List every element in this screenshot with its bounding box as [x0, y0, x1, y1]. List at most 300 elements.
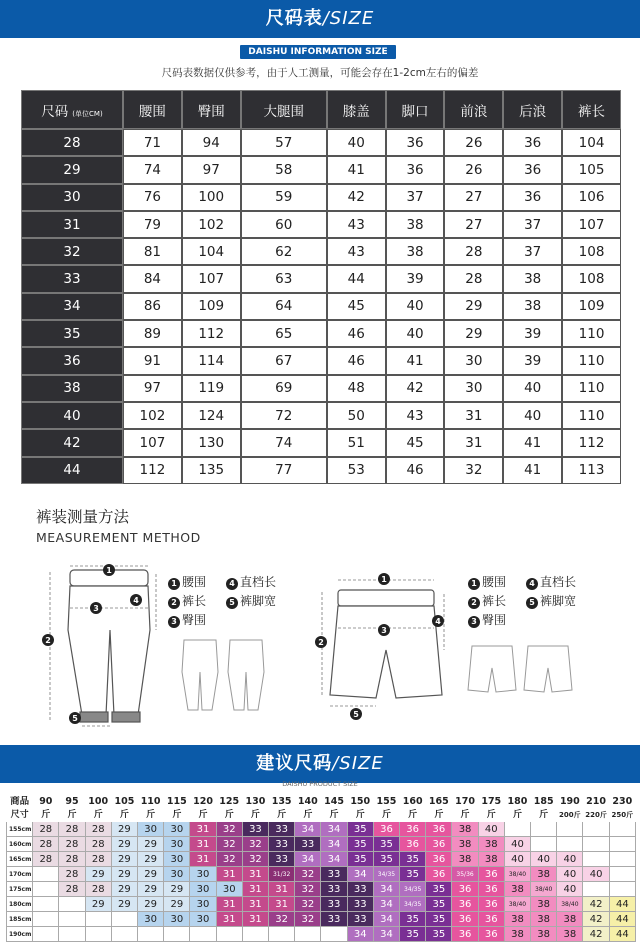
size-suggestion-cell: 31 — [269, 882, 295, 897]
size-suggestion-cell — [609, 867, 635, 882]
shorts-marker-4-label: 4 — [435, 617, 441, 626]
table-row — [21, 129, 621, 156]
measure-cell: 124 — [182, 402, 241, 429]
size-suggestion-cell: 35 — [400, 867, 426, 882]
banner-title-en: /SIZE — [322, 8, 375, 29]
size-suggestion-cell: 32 — [295, 912, 321, 927]
size-suggestion-cell: 40 — [504, 837, 530, 852]
legend-number: 4 — [526, 578, 538, 590]
size-suggestion-cell: 34 — [373, 927, 399, 942]
size-suggestion-cell: 29 — [138, 852, 164, 867]
measure-cell: 119 — [182, 375, 241, 402]
measure-cell: 39 — [386, 265, 445, 292]
measure-cell: 130 — [182, 429, 241, 456]
size-suggestion-cell — [295, 927, 321, 942]
measure-cell: 107 — [562, 211, 621, 238]
size-suggestion-cell: 35 — [400, 912, 426, 927]
measure-cell: 45 — [327, 293, 386, 320]
legend-label: 裤脚宽 — [540, 594, 577, 608]
size-suggestion-cell — [321, 927, 347, 942]
size-suggestion-cell — [190, 927, 216, 942]
size-suggestion-cell: 32 — [216, 852, 242, 867]
size-suggestion-cell: 31 — [242, 882, 268, 897]
marker-3-label: 3 — [93, 604, 99, 613]
long-trousers-diagram — [30, 560, 160, 730]
weight-unit: 斤 — [478, 809, 504, 822]
size-suggestion-cell: 31 — [216, 912, 242, 927]
weight-header: 125 — [216, 796, 242, 809]
size-suggestion-cell: 29 — [111, 822, 137, 837]
legend-long-trousers — [168, 573, 284, 630]
size-suggestion-cell — [85, 912, 111, 927]
size-suggestion-cell: 31 — [242, 912, 268, 927]
size-suggestion-cell: 33 — [295, 837, 321, 852]
measure-cell: 46 — [386, 457, 445, 484]
size-suggestion-cell — [583, 852, 609, 867]
size-suggestion-cell — [583, 837, 609, 852]
size-suggestion-cell — [138, 927, 164, 942]
weight-header: 130 — [242, 796, 268, 809]
size-suggestion-cell: 38 — [452, 852, 478, 867]
size-suggestion-cell — [33, 867, 59, 882]
size-suggestion-cell: 31 — [242, 897, 268, 912]
header-col: 大腿围 — [241, 90, 327, 129]
size-suggestion-cell: 31 — [216, 897, 242, 912]
measure-cell: 113 — [562, 457, 621, 484]
size-suggestion-cell: 31/32 — [269, 867, 295, 882]
size-suggestion-cell: 32 — [295, 897, 321, 912]
size-suggestion-cell: 36 — [452, 882, 478, 897]
measure-cell: 135 — [182, 457, 241, 484]
measure-cell: 36 — [503, 184, 562, 211]
shorts-marker-3-label: 3 — [381, 626, 387, 635]
weight-unit: 250斤 — [609, 809, 635, 822]
size-cell: 33 — [21, 265, 123, 292]
measure-cell: 107 — [123, 429, 182, 456]
shorts-waistband-shape — [338, 590, 434, 606]
size-suggestion-cell: 35 — [347, 822, 373, 837]
measure-cell: 60 — [241, 211, 327, 238]
size-suggestion-cell: 30 — [190, 882, 216, 897]
legend-item — [226, 573, 284, 592]
legend-item — [468, 611, 526, 630]
measure-cell: 71 — [123, 129, 182, 156]
measure-cell: 91 — [123, 347, 182, 374]
marker-2-label: 2 — [45, 636, 51, 645]
size-suggestion-cell: 28 — [59, 837, 85, 852]
legend-label: 腰围 — [482, 575, 507, 589]
recommend-banner — [0, 745, 640, 783]
height-label: 170cm — [7, 867, 33, 882]
measure-cell: 97 — [182, 156, 241, 183]
measure-cell: 114 — [182, 347, 241, 374]
shorts-marker-1-label: 1 — [381, 575, 387, 584]
measure-cell: 108 — [562, 238, 621, 265]
size-suggestion-cell — [609, 882, 635, 897]
height-label: 160cm — [7, 837, 33, 852]
measure-cell: 27 — [444, 211, 503, 238]
header-col: 裤长 — [562, 90, 621, 129]
measure-cell: 104 — [562, 129, 621, 156]
weight-header: 135 — [269, 796, 295, 809]
measure-cell: 102 — [182, 211, 241, 238]
header-size — [21, 90, 123, 129]
size-cell: 40 — [21, 402, 123, 429]
size-suggestion-cell — [216, 927, 242, 942]
table-row — [7, 897, 636, 912]
measure-cell: 110 — [562, 402, 621, 429]
size-suggestion-cell: 29 — [111, 852, 137, 867]
measure-cell: 110 — [562, 320, 621, 347]
size-suggestion-cell: 36 — [400, 822, 426, 837]
size-suggestion-cell: 31 — [242, 867, 268, 882]
table-row — [21, 156, 621, 183]
measure-cell: 77 — [241, 457, 327, 484]
shorts-marker-2-label: 2 — [318, 638, 324, 647]
size-suggestion-cell: 35 — [426, 927, 452, 942]
size-suggestion-cell: 38 — [504, 882, 530, 897]
weight-unit: 200斤 — [557, 809, 583, 822]
size-suggestion-cell — [531, 837, 557, 852]
size-suggestion-cell: 35/36 — [452, 867, 478, 882]
measure-cell: 76 — [123, 184, 182, 211]
table-row — [21, 429, 621, 456]
measure-cell: 36 — [503, 129, 562, 156]
weight-unit: 斤 — [85, 809, 111, 822]
size-suggestion-cell: 30 — [138, 822, 164, 837]
size-cell: 36 — [21, 347, 123, 374]
measure-cell: 81 — [123, 238, 182, 265]
size-suggestion-cell: 34 — [321, 852, 347, 867]
weight-header: 170 — [452, 796, 478, 809]
measure-cell: 40 — [386, 320, 445, 347]
header-col: 膝盖 — [327, 90, 386, 129]
size-suggestion-cell: 35 — [426, 912, 452, 927]
legend-label: 臀围 — [482, 613, 507, 627]
marker-5-label: 5 — [72, 714, 78, 723]
header-col: 臀围 — [182, 90, 241, 129]
size-suggestion-cell: 33 — [347, 882, 373, 897]
legend-number: 1 — [468, 578, 480, 590]
table-row — [21, 265, 621, 292]
size-suggestion-cell: 30 — [138, 912, 164, 927]
size-suggestion-cell: 28 — [85, 882, 111, 897]
measure-cell: 37 — [386, 184, 445, 211]
size-suggestion-cell: 38/40 — [504, 897, 530, 912]
legend-item — [526, 592, 584, 611]
size-suggestion-cell: 40 — [504, 852, 530, 867]
size-suggestion-cell: 31 — [269, 897, 295, 912]
legend-label: 直档长 — [540, 575, 577, 589]
size-suggestion-cell: 36 — [478, 927, 504, 942]
height-label: 190cm — [7, 927, 33, 942]
measure-cell: 64 — [241, 293, 327, 320]
measure-cell: 41 — [327, 156, 386, 183]
size-suggestion-cell: 36 — [373, 822, 399, 837]
measure-cell: 43 — [327, 238, 386, 265]
measure-cell: 43 — [327, 211, 386, 238]
measure-cell: 97 — [123, 375, 182, 402]
measure-cell: 110 — [562, 375, 621, 402]
weight-header: 230 — [609, 796, 635, 809]
size-suggestion-cell: 28 — [33, 837, 59, 852]
measure-cell: 40 — [327, 129, 386, 156]
measure-cell: 28 — [444, 238, 503, 265]
measure-cell: 94 — [182, 129, 241, 156]
size-suggestion-cell: 38 — [504, 927, 530, 942]
table-row — [21, 375, 621, 402]
legend-number: 4 — [226, 578, 238, 590]
size-cell: 32 — [21, 238, 123, 265]
weight-header: 115 — [164, 796, 190, 809]
size-suggestion-cell: 29 — [111, 867, 137, 882]
size-suggestion-cell: 38 — [478, 837, 504, 852]
legend-number: 3 — [168, 616, 180, 628]
weight-unit: 斤 — [321, 809, 347, 822]
size-suggestion-cell: 42 — [583, 927, 609, 942]
measure-cell: 36 — [503, 156, 562, 183]
size-suggestion-cell: 29 — [85, 897, 111, 912]
size-suggestion-cell: 36 — [400, 837, 426, 852]
size-suggestion-cell: 30 — [190, 897, 216, 912]
weight-header: 140 — [295, 796, 321, 809]
measure-cell: 84 — [123, 265, 182, 292]
size-suggestion-cell: 34/35 — [400, 882, 426, 897]
measure-cell: 74 — [241, 429, 327, 456]
size-suggestion-cell: 28 — [59, 852, 85, 867]
measure-cell: 63 — [241, 265, 327, 292]
marker-1-label: 1 — [106, 566, 112, 575]
table-row — [21, 347, 621, 374]
weight-header: 180 — [504, 796, 530, 809]
size-cell: 35 — [21, 320, 123, 347]
measure-cell: 100 — [182, 184, 241, 211]
table-row — [21, 211, 621, 238]
size-suggestion-cell: 29 — [111, 897, 137, 912]
size-suggestion-cell — [609, 852, 635, 867]
size-cell: 44 — [21, 457, 123, 484]
weight-unit: 斤 — [400, 809, 426, 822]
measure-cell: 65 — [241, 320, 327, 347]
measure-cell: 79 — [123, 211, 182, 238]
size-suggestion-cell: 38 — [452, 837, 478, 852]
size-suggestion-cell: 34 — [321, 837, 347, 852]
legend-shorts — [468, 573, 584, 630]
measure-cell: 53 — [327, 457, 386, 484]
size-suggestion-cell: 33 — [242, 822, 268, 837]
measure-cell: 30 — [444, 347, 503, 374]
header-size-label: 尺码 — [41, 103, 69, 120]
size-suggestion-cell: 29 — [111, 837, 137, 852]
legend-number: 3 — [468, 616, 480, 628]
size-suggestion-cell: 28 — [85, 837, 111, 852]
weight-header: 95 — [59, 796, 85, 809]
measure-cell: 50 — [327, 402, 386, 429]
size-suggestion-cell: 29 — [138, 882, 164, 897]
size-suggestion-cell: 30 — [164, 912, 190, 927]
measure-cell: 38 — [386, 238, 445, 265]
measure-cell: 104 — [182, 238, 241, 265]
measure-cell: 44 — [327, 265, 386, 292]
measurement-subtitle: MEASUREMENT METHOD — [36, 530, 201, 545]
weight-unit: 斤 — [164, 809, 190, 822]
measure-cell: 112 — [562, 429, 621, 456]
weight-unit: 斤 — [138, 809, 164, 822]
weight-unit: 斤 — [531, 809, 557, 822]
size-suggestion-cell: 40 — [557, 882, 583, 897]
size-suggestion-cell: 36 — [426, 852, 452, 867]
legend-item — [168, 592, 226, 611]
measure-cell: 86 — [123, 293, 182, 320]
measure-cell: 46 — [327, 347, 386, 374]
size-table-header — [21, 90, 621, 129]
size-suggestion-cell: 28 — [59, 822, 85, 837]
size-suggestion-cell: 29 — [164, 897, 190, 912]
size-table — [21, 90, 621, 484]
weight-unit: 斤 — [426, 809, 452, 822]
size-suggestion-cell: 32 — [242, 852, 268, 867]
measurement-title: 裤装测量方法 — [36, 508, 130, 526]
size-suggestion-cell: 35 — [426, 897, 452, 912]
measure-cell: 40 — [386, 293, 445, 320]
size-suggestion-cell: 36 — [452, 897, 478, 912]
size-suggestion-cell — [583, 822, 609, 837]
size-suggestion-cell: 33 — [321, 867, 347, 882]
size-suggestion-cell: 28 — [85, 822, 111, 837]
recommend-subcaption: DAISHU PRODUCT SIZE — [282, 780, 358, 788]
size-suggestion-cell — [531, 822, 557, 837]
legend-item — [526, 573, 584, 592]
size-cell: 30 — [21, 184, 123, 211]
size-suggestion-cell: 32 — [295, 882, 321, 897]
size-suggestion-cell: 30 — [190, 912, 216, 927]
size-suggestion-cell — [164, 927, 190, 942]
size-suggestion-cell: 40 — [478, 822, 504, 837]
size-suggestion-cell: 40 — [583, 867, 609, 882]
measure-cell: 48 — [327, 375, 386, 402]
measure-cell: 41 — [503, 429, 562, 456]
size-suggestion-cell: 34 — [373, 912, 399, 927]
size-suggestion-cell — [85, 927, 111, 942]
measure-cell: 27 — [444, 184, 503, 211]
weight-header: 110 — [138, 796, 164, 809]
size-suggestion-cell: 35 — [347, 837, 373, 852]
measure-cell: 38 — [386, 211, 445, 238]
size-suggestion-cell: 36 — [452, 927, 478, 942]
size-suggestion-cell: 30 — [190, 867, 216, 882]
measure-cell: 37 — [503, 238, 562, 265]
measure-cell: 31 — [444, 429, 503, 456]
size-suggestion-cell: 28 — [33, 852, 59, 867]
header-unit-label: (单位CM) — [72, 109, 103, 118]
size-suggestion-cell — [583, 882, 609, 897]
measure-cell: 46 — [327, 320, 386, 347]
size-suggestion-cell: 33 — [321, 882, 347, 897]
legend-label: 裤脚宽 — [240, 594, 277, 608]
size-suggestion-cell: 28 — [33, 822, 59, 837]
weight-unit: 220斤 — [583, 809, 609, 822]
legend-item — [168, 611, 226, 630]
recommend-title-cn: 建议尺码 — [256, 753, 333, 774]
size-suggestion-cell: 33 — [347, 912, 373, 927]
corner-bottom: 尺寸 — [7, 809, 33, 822]
weight-unit: 斤 — [295, 809, 321, 822]
measure-cell: 38 — [503, 265, 562, 292]
size-suggestion-cell: 30 — [164, 852, 190, 867]
size-suggestion-cell: 40 — [557, 852, 583, 867]
size-suggestion-cell: 31 — [216, 867, 242, 882]
recommend-title-en: /SIZE — [332, 753, 384, 774]
measure-cell: 67 — [241, 347, 327, 374]
measure-cell: 29 — [444, 320, 503, 347]
measure-cell: 51 — [327, 429, 386, 456]
size-suggestion-cell: 33 — [269, 837, 295, 852]
info-pill: DAISHU INFORMATION SIZE — [240, 45, 396, 59]
weight-unit: 斤 — [452, 809, 478, 822]
marker-4-label: 4 — [133, 596, 139, 605]
size-suggestion-cell — [609, 837, 635, 852]
table-row — [7, 882, 636, 897]
measure-cell: 112 — [182, 320, 241, 347]
table-row — [21, 402, 621, 429]
measure-cell: 108 — [562, 265, 621, 292]
size-cell: 38 — [21, 375, 123, 402]
measure-cell: 28 — [444, 265, 503, 292]
measure-cell: 89 — [123, 320, 182, 347]
measure-cell: 58 — [241, 156, 327, 183]
table-row — [7, 852, 636, 867]
shorts-marker-5-label: 5 — [353, 710, 359, 719]
height-label: 180cm — [7, 897, 33, 912]
weight-header: 185 — [531, 796, 557, 809]
size-suggestion-cell — [269, 927, 295, 942]
size-suggestion-cell: 30 — [164, 867, 190, 882]
size-suggestion-cell — [111, 912, 137, 927]
size-suggestion-cell: 44 — [609, 897, 635, 912]
weight-header: 155 — [373, 796, 399, 809]
size-suggestion-cell — [33, 897, 59, 912]
size-suggestion-cell: 34 — [373, 897, 399, 912]
measure-cell: 41 — [503, 457, 562, 484]
size-suggestion-cell: 28 — [59, 882, 85, 897]
size-suggestion-cell: 34 — [347, 867, 373, 882]
size-suggestion-cell: 34 — [347, 927, 373, 942]
measure-cell: 38 — [503, 293, 562, 320]
size-suggestion-cell: 32 — [242, 837, 268, 852]
size-suggestion-cell: 36 — [478, 867, 504, 882]
measure-cell: 30 — [444, 375, 503, 402]
legend-label: 臀围 — [182, 613, 207, 627]
size-suggestion-cell: 32 — [216, 822, 242, 837]
size-suggestion-cell: 29 — [85, 867, 111, 882]
size-suggestion-cell: 29 — [164, 882, 190, 897]
weight-unit: 斤 — [347, 809, 373, 822]
size-suggestion-cell: 38/40 — [531, 882, 557, 897]
measure-cell: 69 — [241, 375, 327, 402]
measure-cell: 40 — [503, 375, 562, 402]
header-col: 后浪 — [503, 90, 562, 129]
size-suggestion-cell: 35 — [347, 852, 373, 867]
measure-cell: 110 — [562, 347, 621, 374]
size-suggestion-cell: 38 — [531, 912, 557, 927]
legend-number: 5 — [226, 597, 238, 609]
size-suggestion-cell: 29 — [138, 867, 164, 882]
shorts-diagram — [310, 560, 460, 725]
size-suggestion-cell: 35 — [426, 882, 452, 897]
legend-item — [168, 573, 226, 592]
recommend-size-table — [6, 795, 636, 942]
size-cell: 34 — [21, 293, 123, 320]
